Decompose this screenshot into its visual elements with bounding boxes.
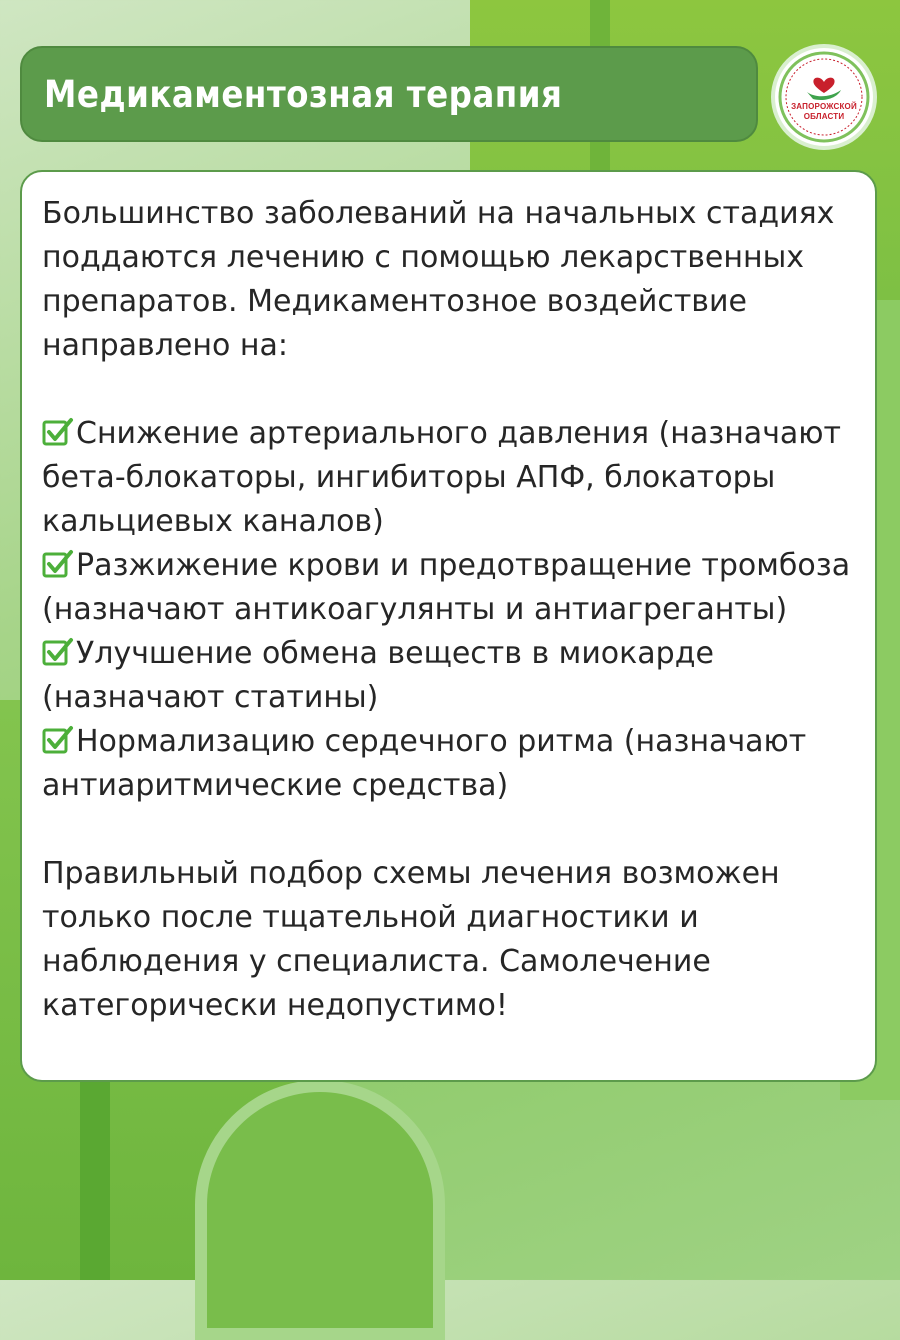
organization-logo	[771, 44, 877, 150]
checkbox-checked-icon	[42, 637, 74, 667]
title-bar	[20, 46, 758, 142]
list-item-text: Нормализацию сердечного ритма (назначают антиаритмические средства)	[42, 724, 807, 803]
list-item-text: Разжижение крови и предотвращение тромбоза (назначают антикоагулянты и антиагреганты)	[42, 548, 851, 627]
treatment-list	[42, 412, 857, 808]
list-item	[42, 720, 857, 808]
list-item-text: Снижение артериального давления (назначают бета-блокаторы, ингибиторы АПФ, блокаторы кальциевых каналов)	[42, 416, 842, 539]
checkbox-checked-icon	[42, 417, 74, 447]
checkbox-checked-icon	[42, 725, 74, 755]
content-card	[20, 170, 877, 1082]
list-item-text: Улучшение обмена веществ в миокарде (назначают статины)	[42, 636, 714, 715]
heart-hand-icon	[775, 48, 873, 146]
list-item	[42, 412, 857, 544]
logo-text: ЗАПОРОЖСКОЙ	[791, 102, 857, 111]
page-title: Медикаментозная терапия	[44, 72, 563, 116]
logo-text: ОБЛАСТИ	[803, 112, 845, 121]
intro-paragraph: Большинство заболеваний на начальных стадиях поддаются лечению с помощью лекарственных препаратов. Медикаментозное воздействие направлено на:	[42, 196, 835, 363]
list-item	[42, 632, 857, 720]
checkbox-checked-icon	[42, 549, 74, 579]
closing-paragraph: Правильный подбор схемы лечения возможен только после тщательной диагностики и наблюдения у специалиста. Самолечение категорически недопустимо!	[42, 856, 780, 1023]
background-shape	[80, 1060, 110, 1280]
background-arch	[195, 1080, 445, 1340]
list-item	[42, 544, 857, 632]
